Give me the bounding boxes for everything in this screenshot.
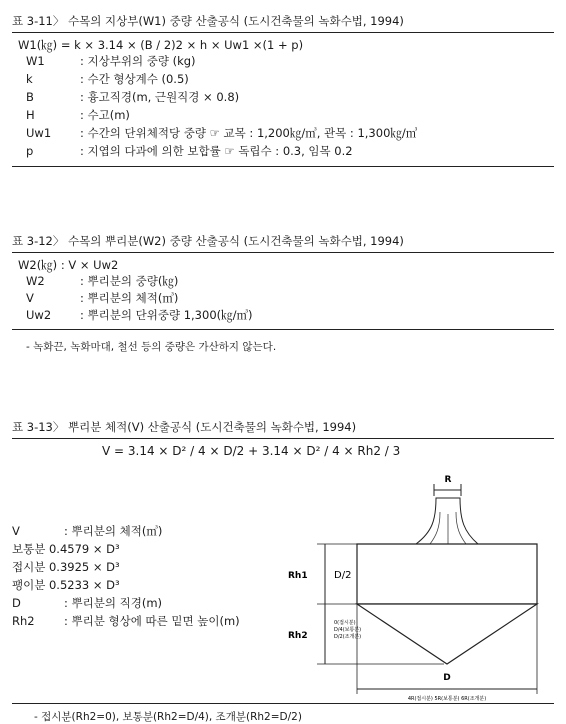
definition-text: : 수간의 단위체적당 중량 ☞ 교목 : 1,200㎏/㎥, 관목 : 1,300㎏/㎥ [80, 126, 418, 140]
definition-text: : 지상부위의 중량 (kg) [80, 54, 196, 68]
table-3-11-bottom-rule [12, 162, 554, 167]
table-3-13-bottom-rule [12, 702, 554, 704]
volume-symbol: 보통분 0.4579 × D³ [12, 542, 120, 556]
table-3-11-definitions [12, 54, 554, 162]
definition-symbol: p [26, 144, 34, 158]
table-3-11-formula: W1(㎏) = k × 3.14 × (B / 2)2 × h × Uw1 ×(1 + p) [18, 38, 304, 52]
volume-symbol: Rh2 [12, 614, 35, 628]
definition-row [12, 274, 554, 291]
definition-text: : 지엽의 다과에 의한 보합률 ☞ 독립수 : 0.3, 임목 0.2 [80, 144, 353, 158]
shape3-label: D/2(조개분) [334, 634, 362, 640]
table-3-12 [12, 234, 554, 354]
table-3-13-formula: V = 3.14 × D² / 4 × D/2 + 3.14 × D² / 4 × Rh2 / 3 [102, 444, 401, 458]
definition-row [12, 90, 554, 108]
table-3-13 [12, 420, 554, 724]
volume-symbol: V [12, 524, 20, 538]
table-3-13-caption: 표 3-13〉 뿌리분 체적(V) 산출공식 (도시건축물의 녹화수법, 1994) [12, 420, 554, 439]
table-3-12-bottom-rule [12, 325, 554, 330]
shape1-label: 0(접시분) [334, 620, 356, 626]
definition-symbol: Uw1 [26, 126, 52, 140]
table-3-11-caption: 표 3-11〉 수목의 지상부(W1) 중량 산출공식 (도시건축물의 녹화수법, 1994) [12, 14, 554, 33]
definition-symbol: B [26, 90, 34, 104]
trunk [416, 498, 478, 544]
definition-row [12, 54, 554, 72]
definition-row [12, 144, 554, 162]
volume-symbol: D [12, 596, 21, 610]
shape2-label: D/4(보통분) [334, 627, 362, 633]
bottom-ratio-label: 4R(접시분) 5R(보통분) 6R(조개분) [407, 696, 487, 702]
definition-text: : 뿌리분의 단위중량 1,300(㎏/㎥) [80, 308, 253, 322]
definition-symbol: W1 [26, 54, 45, 68]
rh2-label: Rh2 [288, 631, 308, 641]
d-label: D [443, 673, 451, 683]
volume-symbol: 접시분 0.3925 × D³ [12, 560, 120, 574]
table-3-13-body [12, 462, 554, 702]
table-3-12-definitions [12, 274, 554, 325]
definition-symbol: V [26, 291, 34, 305]
root-ball-upper [357, 544, 537, 604]
definition-row [12, 72, 554, 90]
definition-symbol: Uw2 [26, 308, 52, 322]
definition-symbol: k [26, 72, 33, 86]
root-ball-lower [357, 604, 537, 664]
d2-label: D/2 [334, 570, 352, 581]
definition-text: : 수간 형상계수 (0.5) [80, 72, 189, 86]
volume-text: : 뿌리분의 체적(㎥) [64, 524, 163, 538]
definition-text: : 뿌리분의 체적(㎥) [80, 291, 179, 305]
root-ball-diagram [12, 462, 554, 702]
rh1-label: Rh1 [288, 571, 308, 581]
definition-text: : 흉고직경(m, 근원직경 × 0.8) [80, 90, 240, 104]
definition-row [12, 291, 554, 308]
definition-row [12, 126, 554, 144]
definition-symbol: W2 [26, 274, 45, 288]
table-3-11 [12, 14, 554, 167]
table-3-12-formula: W2(㎏) : V × Uw2 [18, 258, 119, 272]
definition-row [12, 308, 554, 325]
r-label: R [444, 475, 452, 485]
table-3-13-note: - 접시분(Rh2=0), 보통분(Rh2=D/4), 조개분(Rh2=D/2) [34, 711, 302, 723]
definition-text: : 뿌리분의 중량(㎏) [80, 274, 179, 288]
definition-text: : 수고(m) [80, 108, 130, 122]
volume-text: : 뿌리분의 직경(m) [64, 596, 163, 610]
volume-text: : 뿌리분 형상에 따른 밑면 높이(m) [64, 614, 240, 628]
definition-symbol: H [26, 108, 35, 122]
volume-symbol: 팽이분 0.5233 × D³ [12, 578, 120, 592]
table-3-12-note: - 녹화끈, 녹화마대, 철선 등의 중량은 가산하지 않는다. [26, 341, 277, 353]
definition-row [12, 108, 554, 126]
table-3-12-caption: 표 3-12〉 수목의 뿌리분(W2) 중량 산출공식 (도시건축물의 녹화수법, 1994) [12, 234, 554, 253]
